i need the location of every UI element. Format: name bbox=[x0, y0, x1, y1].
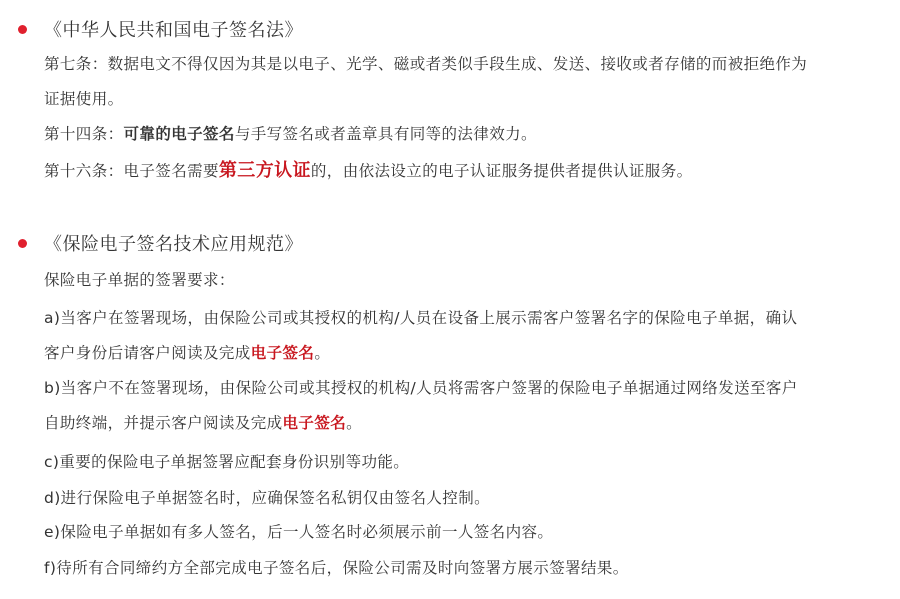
bullet-icon bbox=[18, 25, 27, 34]
item-a-suffix: 。 bbox=[314, 344, 331, 362]
section-title: 《中华人民共和国电子签名法》 bbox=[44, 20, 303, 41]
article-7-line-1: 第七条：数据电文不得仅因为其是以电子、光学、磁或者类似手段生成、发送、接收或者存储的而被拒绝作为 bbox=[44, 55, 808, 73]
item-e: e)保险电子单据如有多人签名，后一人签名时必须展示前一人签名内容。 bbox=[44, 523, 554, 541]
item-b-highlight: 电子签名 bbox=[282, 414, 347, 432]
item-b-line-1: b)当客户不在签署现场，由保险公司或其授权的机构/人员将需客户签署的保险电子单据通过网络发送至客户 bbox=[44, 379, 798, 397]
article-14 bbox=[44, 122, 537, 144]
article-16-rest: 的，由依法设立的电子认证服务提供者提供认证服务。 bbox=[310, 162, 693, 180]
item-a-prefix: 客户身份后请客户阅读及完成 bbox=[44, 344, 251, 362]
item-a-highlight: 电子签名 bbox=[250, 344, 315, 362]
item-b-suffix: 。 bbox=[346, 414, 363, 432]
article-16 bbox=[44, 156, 693, 182]
bullet-icon bbox=[18, 239, 27, 248]
article-14-prefix: 第十四条： bbox=[44, 125, 124, 143]
article-16-prefix: 第十六条：电子签名需要 bbox=[44, 162, 219, 180]
article-16-highlight: 第三方认证 bbox=[218, 160, 311, 181]
item-c: c)重要的保险电子单据签署应配套身份识别等功能。 bbox=[44, 453, 410, 471]
item-d: d)进行保险电子单据签名时，应确保签名私钥仅由签名人控制。 bbox=[44, 489, 490, 507]
article-7-line-2: 证据使用。 bbox=[44, 90, 124, 108]
item-f: f)待所有合同缔约方全部完成电子签名后，保险公司需及时向签署方展示签署结果。 bbox=[44, 559, 629, 577]
section-title: 《保险电子签名技术应用规范》 bbox=[44, 234, 303, 255]
article-14-rest: 与手写签名或者盖章具有同等的法律效力。 bbox=[234, 125, 537, 143]
spec-intro: 保险电子单据的签署要求： bbox=[44, 271, 235, 289]
article-14-bold: 可靠的电子签名 bbox=[123, 125, 235, 143]
item-b-line-2 bbox=[44, 411, 362, 433]
item-a-line-2 bbox=[44, 341, 330, 363]
item-b-prefix: 自助终端，并提示客户阅读及完成 bbox=[44, 414, 283, 432]
item-a-line-1: a)当客户在签署现场，由保险公司或其授权的机构/人员在设备上展示需客户签署名字的保险电子单据，确认 bbox=[44, 309, 798, 327]
